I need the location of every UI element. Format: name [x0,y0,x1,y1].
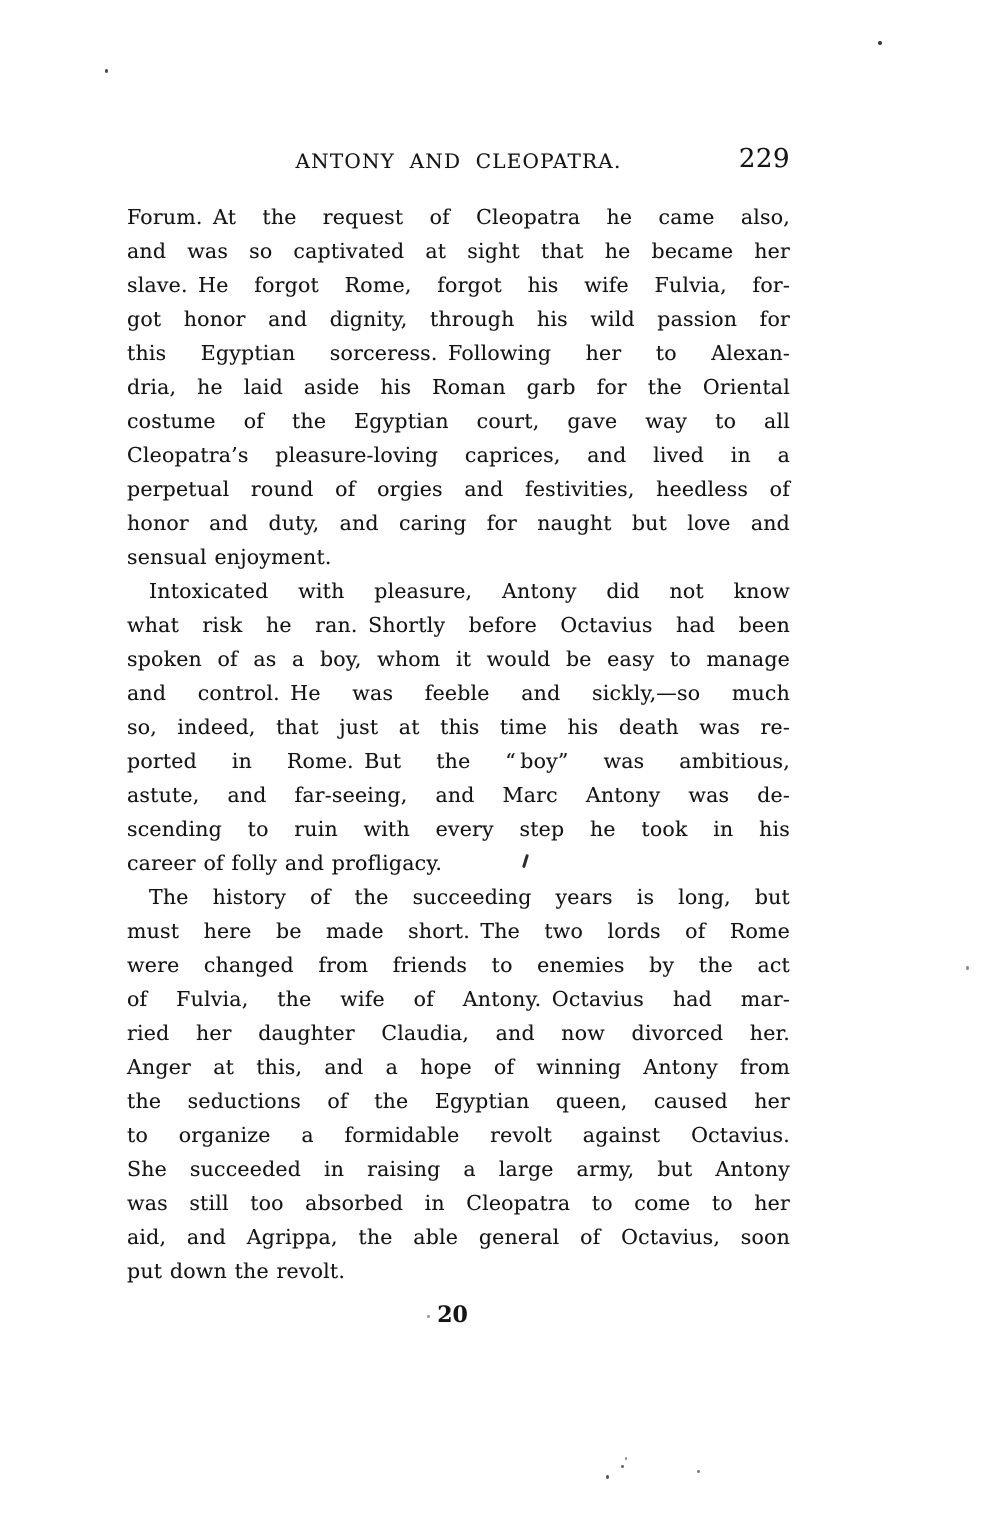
running-head [127,144,790,180]
scan-speck [625,1457,627,1460]
text-line: ported in Rome. But the “ boy” was ambitious, [127,749,790,773]
text-line: perpetual round of orgies and festivities, heedless of [127,477,790,501]
text-line: dria, he laid aside his Roman garb for the Oriental [127,375,790,399]
paragraph [127,200,790,574]
text-line: Anger at this, and a hope of winning Antony from [127,1055,790,1079]
text-line: and control. He was feeble and sickly,—so much [127,681,790,705]
text-line: must here be made short. The two lords of Rome [127,919,790,943]
text-line: was still too absorbed in Cleopatra to come to her [127,1191,790,1215]
page-number: 229 [738,144,790,174]
text-line: spoken of as a boy, whom it would be easy to manage [127,647,790,671]
scan-speck [966,966,969,970]
scan-speck [697,1470,700,1473]
text-line: The history of the succeeding years is long, but [149,885,790,909]
text-line: costume of the Egyptian court, gave way to all [127,409,790,433]
text-line: got honor and dignity, through his wild passion for [127,307,790,331]
text-line: astute, and far-seeing, and Marc Antony was de- [127,783,790,807]
text-line: this Egyptian sorceress. Following her to Alexan- [127,341,790,365]
text-line: the seductions of the Egyptian queen, caused her [127,1089,790,1113]
text-line: career of folly and profligacy. [127,851,443,875]
text-line: honor and duty, and caring for naught but love and [127,511,790,535]
text-line: ried her daughter Claudia, and now divorced her. [127,1021,790,1045]
paragraph [127,574,790,880]
text-line: were changed from friends to enemies by the act [127,953,790,977]
body-text [127,200,790,1288]
scan-speck [105,69,108,73]
text-line: what risk he ran. Shortly before Octavius had been [127,613,790,637]
text-line: and was so captivated at sight that he became her [127,239,790,263]
text-line: slave. He forgot Rome, forgot his wife Fulvia, for- [127,273,790,297]
scan-speck [606,1475,609,1479]
text-line: so, indeed, that just at this time his death was re- [127,715,790,739]
text-line: She succeeded in raising a large army, but Antony [127,1157,790,1181]
text-line: put down the revolt. [127,1259,346,1283]
signature-mark: 20 [437,1302,468,1328]
paragraph [127,880,790,1288]
text-line: Intoxicated with pleasure, Antony did not know [149,579,790,603]
running-head-title: ANTONY AND CLEOPATRA. [295,149,622,173]
text-line: Cleopatra’s pleasure-loving caprices, and lived in a [127,443,790,467]
text-line: of Fulvia, the wife of Antony. Octavius had mar- [127,987,790,1011]
text-line: scending to ruin with every step he took in his [127,817,790,841]
text-line: aid, and Agrippa, the able general of Octavius, soon [127,1225,790,1249]
text-line: sensual enjoyment. [127,545,332,569]
scan-speck [427,1315,430,1318]
scan-speck [621,1465,624,1468]
scan-speck [878,41,882,45]
text-line: to organize a formidable revolt against Octavius. [127,1123,790,1147]
text-line: Forum. At the request of Cleopatra he came also, [127,205,790,229]
